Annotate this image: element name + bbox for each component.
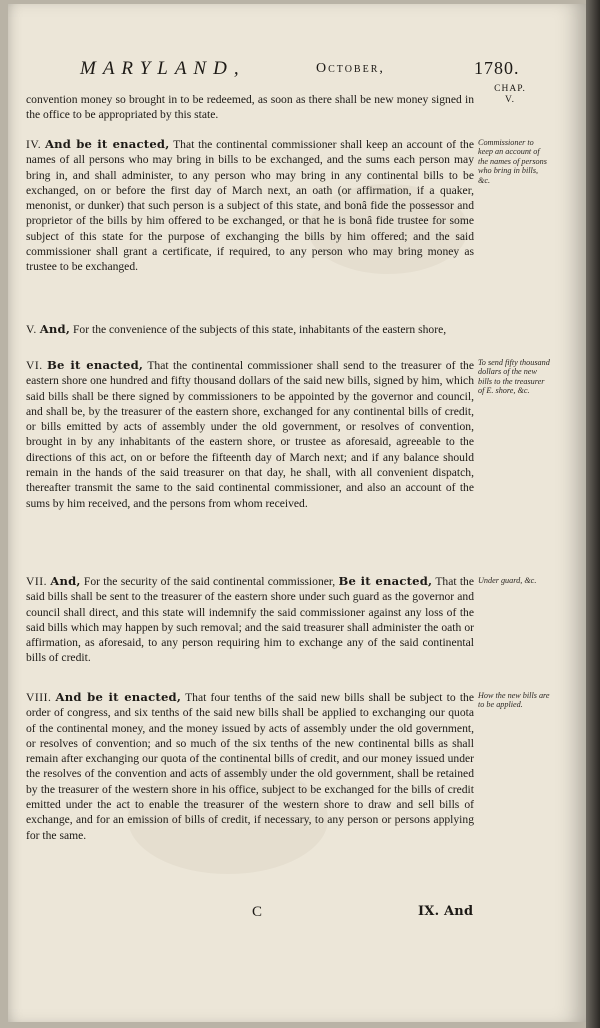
- section-number: VII.: [26, 575, 47, 588]
- section-text: That the said bills shall be sent to the treasurer of the eastern shore under such guard as the governor and council shall direct, and this state will indemnify the said commissioner against any loss of the said bills which may happen by such removal; and the said treasurer shall administer the oath or affirmation, as aforesaid, to any person requiring him to exchange any of the said continental bills of credit.: [26, 575, 474, 665]
- page-year: 1780.: [474, 58, 520, 78]
- running-header: [80, 58, 560, 84]
- section-lead-secondary: Be it enacted,: [338, 574, 433, 588]
- section-text: That four tenths of the said new bills shall be subject to the order of congress, and six tenths of the said new bills shall be applied to exchanging our quota of the continental money, and the money issued by acts of assembly under the old government, or resolves of convention; and so much of the six tenths of the new continental bills as shall remain after exchanging our quota of the continental bills of credit, and our money issued under the resolves of the convention and acts of assembly under the old government, shall be retained by the treasurer of the western shore in his office, subject to be exchanged for the bills of credit emitted under the act to enable the treasurer of the western shore to draw and sell bills of exchange, and for an emission of bills of credit, if necessary, to any person or persons applying for the same.: [26, 691, 474, 842]
- section-iv: [26, 137, 474, 275]
- paragraph-continuation: [26, 92, 474, 123]
- section-text: That the continental commissioner shall send to the treasurer of the eastern shore one hundred and fifty thousand dollars of the said new bills, signed by him, which said bills shall be there signed by commissioners to be appointed by the governor and council, and shall be, by the treasurer of the eastern shore, exchanged for any continental bills of credit, or bills emitted by acts of assembly under the old government, or resolves of convention, brought in by any inhabitants of the eastern shore, or trustee as aforesaid, agreeable to the directions of this act, on or before the fifteenth day of March next; and if any balance should remain in the hands of the said treasurer on that day, he shall, with all convenient dispatch, thereafter transmit the same to the said continental commissioner, and also an account of the sums by him received, and the persons from whom received.: [26, 359, 475, 510]
- margin-note-vii: Under guard, &c.: [478, 576, 537, 585]
- section-number: VI.: [26, 359, 43, 372]
- margin-note-vi: To send fifty thousand dollars of the new bills to the treasurer of E. shore, &c.: [478, 358, 550, 396]
- margin-note-viii: How the new bills are to be applied.: [478, 691, 550, 710]
- section-number: V.: [26, 323, 37, 336]
- running-month: October,: [316, 61, 385, 76]
- signature-mark: C: [252, 904, 263, 920]
- section-lead: And be it enacted,: [44, 137, 170, 151]
- section-lead: And,: [39, 322, 71, 336]
- paragraph-text: convention money so brought in to be redeemed, as soon as there shall be new money signed in the office to be appropriated by this state.: [26, 93, 474, 122]
- section-vii: [26, 574, 474, 666]
- section-text: For the security of the said continental commissioner,: [83, 575, 336, 588]
- section-lead: Be it enacted,: [47, 358, 144, 372]
- section-number: VIII.: [26, 691, 52, 704]
- section-v: [26, 322, 474, 337]
- section-lead: And,: [50, 574, 81, 588]
- section-viii: [26, 690, 474, 843]
- section-lead: And be it enacted,: [55, 690, 182, 704]
- section-vi: [26, 358, 474, 511]
- catchword: IX. And: [418, 904, 474, 919]
- chapter-label: CHAP.: [494, 84, 526, 94]
- section-number: IV.: [26, 138, 42, 151]
- chapter-note: [480, 84, 540, 106]
- running-title: MARYLAND,: [80, 58, 246, 79]
- section-text: For the convenience of the subjects of this state, inhabitants of the eastern shore,: [72, 323, 447, 336]
- chapter-number: V.: [504, 95, 515, 105]
- book-edge: [586, 0, 600, 1028]
- section-text: That the continental commissioner shall keep an account of the names of all persons who may bring in bills to be exchanged, and the sums each person may bring in, and shall administer, to any person who may bring in any continental bills to be exchanged, on or before the first day of March next, an oath (or affirmation, if a quaker, menonist, or dunker) that such person is a subject of this state, and bonâ fide the possessor and proprietor of the bills by him offered to be exchanged, or that he is bonâ fide trustee for some subject of this state for the purpose of exchanging the bills by him offered; and the said commissioner shall grant a certificate, if required, to any person who may bring money as trustee to be exchanged.: [26, 138, 474, 274]
- margin-note-iv: Commissioner to keep an account of the names of persons who bring in bills, &c.: [478, 138, 547, 185]
